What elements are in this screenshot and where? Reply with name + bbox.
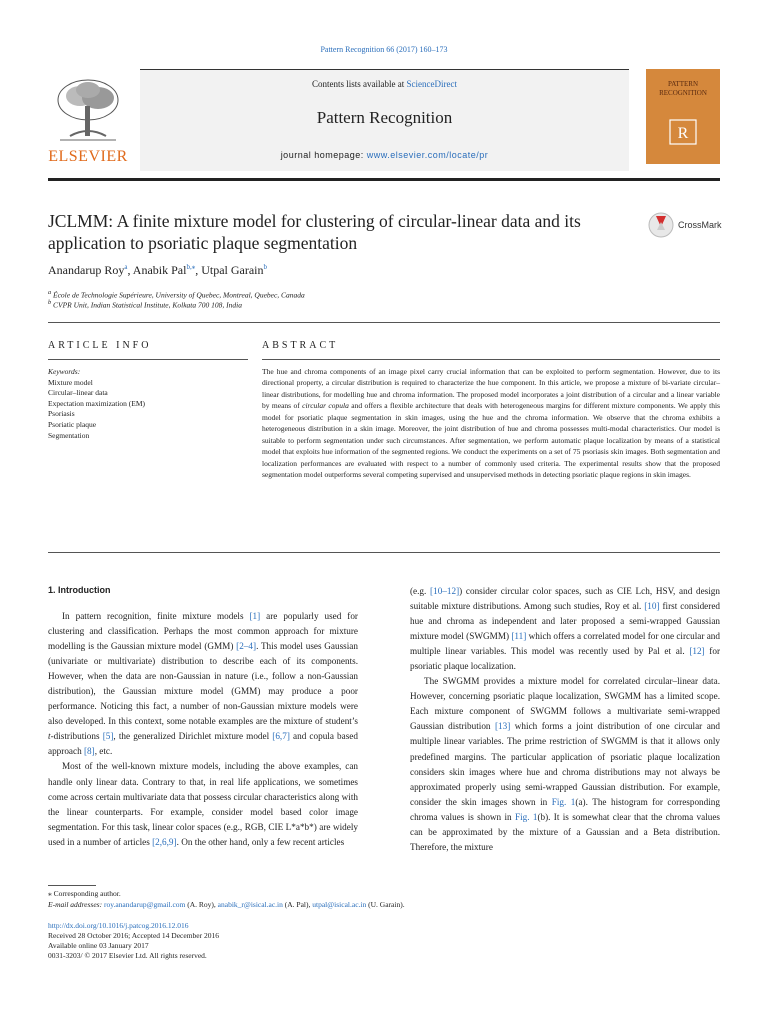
author-name[interactable]: Utpal Garain bbox=[201, 263, 264, 277]
abstract-heading: ABSTRACT bbox=[262, 340, 339, 351]
affiliation-b bbox=[48, 299, 242, 310]
intro-left-column bbox=[48, 609, 358, 850]
email-link[interactable]: utpal@isical.ac.in bbox=[312, 900, 367, 909]
copyright-line: 0031-3203/ © 2017 Elsevier Ltd. All rights reserved. bbox=[48, 951, 207, 960]
text-run: and copula based approach bbox=[48, 731, 358, 757]
text-run: which offers a correlated model for one circular and multiple linear variables. This model was recently used by Pal et al. bbox=[410, 631, 720, 657]
journal-title: Pattern Recognition bbox=[316, 108, 453, 127]
intro-paragraph bbox=[410, 674, 720, 855]
intro-paragraph bbox=[48, 759, 358, 849]
text-run: first considered hue and chroma as independent and later proposed a semi-wrapped Gaussian mixture model (SWGMM) bbox=[410, 601, 720, 642]
reference-link[interactable]: [6,7] bbox=[272, 731, 290, 742]
text-run: Most of the well-known mixture models, including the above examples, can handle only linear data. Contrary to that, in real life applications, we sometimes come across certain multivariate data that possess circular characteristics along with the linear counterparts. For example, consider model based color image segmentation. For this task, linear color spaces (e.g., RGB, CIE L*a*b*) are widely used in a number of articles bbox=[48, 761, 358, 847]
email-owner: (A. Pal), bbox=[282, 900, 313, 909]
figure-link[interactable]: Fig. 1 bbox=[514, 811, 538, 822]
keyword-item: Segmentation bbox=[48, 430, 90, 440]
author-mark: b bbox=[263, 263, 268, 271]
sciencedirect-link[interactable]: ScienceDirect bbox=[406, 79, 457, 89]
text-run: . On the other hand, only a few recent articles bbox=[176, 836, 345, 847]
affiliation-text: École de Technologie Supérieure, University of Quebec, Montreal, Quebec, Canada bbox=[53, 290, 305, 300]
text-run: In pattern recognition, finite mixture models bbox=[62, 611, 250, 621]
homepage-link[interactable]: www.elsevier.com/locate/pr bbox=[366, 150, 489, 160]
author-mark: b,⁎ bbox=[186, 263, 196, 271]
text-run: -distributions bbox=[50, 731, 103, 742]
crossmark-label: CrossMark bbox=[678, 220, 722, 230]
email-owner: (A. Roy), bbox=[185, 900, 218, 909]
keyword-item: Circular–linear data bbox=[48, 388, 108, 398]
reference-link[interactable]: [13] bbox=[495, 721, 511, 732]
affiliation-mark: a bbox=[48, 289, 52, 296]
reference-link[interactable]: [8] bbox=[83, 746, 95, 757]
keyword-item: Psoriasis bbox=[48, 409, 75, 419]
intro-paragraph bbox=[410, 584, 720, 674]
email-addresses bbox=[48, 900, 405, 909]
reference-link[interactable]: [5] bbox=[102, 731, 114, 742]
email-link[interactable]: roy.anandarup@gmail.com bbox=[103, 900, 186, 909]
keyword-item: Expectation maximization (EM) bbox=[48, 398, 146, 408]
author-name[interactable]: Anabik Pal bbox=[132, 263, 187, 277]
text-run: ) consider circular color spaces, such as CIE Lch, HSV, and design suitable mixture distributions. Among such studies, Roy et al. bbox=[410, 586, 720, 612]
reference-link[interactable]: [11] bbox=[511, 631, 527, 642]
text-run: , the generalized Dirichlet mixture model bbox=[113, 731, 273, 742]
header-rule bbox=[48, 178, 720, 181]
author-list bbox=[48, 263, 267, 278]
affiliation-mark: b bbox=[48, 299, 52, 306]
text-run: are popularly used for clustering and classification. Perhaps the most common approach for mixture modelling is the Gaussian mixture model (GMM) bbox=[48, 611, 358, 652]
introduction-heading: 1. Introduction bbox=[48, 585, 111, 595]
intro-right-column bbox=[410, 584, 720, 855]
abstract-part: and offers a flexible architecture that deals with heterogeneous margins for different mixture components. We apply this model for psoriatic plaque segmentation in skin images, using the hue and the chroma information. We observe that the chroma exhibits a heterogeneous distribution in a skin image. Moreover, the joint distribution of hue and chroma possesses multi-modal characteristics. Our model is suitable to perform segmentation under such circumstances. After segmentation, we perform automatic plaque localization by means of a statistical model that exploits hue information of the segmented regions. We conduct the experiments on a set of 75 psoriasis skin images. Both segmentation and localization performances are evaluated with respect to a number of commonly used criteria. The experimental results show that the proposed segmentation model outperforms several competing supervised and unsupervised methods in detecting psoriatic plaque regions in skin images. bbox=[262, 401, 721, 480]
figure-link[interactable]: Fig. 1 bbox=[551, 796, 576, 807]
online-date: Available online 03 January 2017 bbox=[48, 941, 149, 950]
abstract-text bbox=[262, 366, 720, 481]
cover-title: PATTERN RECOGNITION bbox=[659, 80, 707, 97]
abstract-bottom-rule bbox=[48, 552, 720, 553]
corresponding-author-note: ⁎ Corresponding author. bbox=[48, 889, 121, 898]
abstract-emphasis: circular copula bbox=[302, 401, 349, 411]
email-link[interactable]: anabik_r@isical.ac.in bbox=[217, 900, 283, 909]
reference-link[interactable]: [10–12] bbox=[430, 586, 460, 596]
text-run: , etc. bbox=[94, 746, 113, 757]
abstract-part: The hue and chroma components of an image pixel carry crucial information that can be exploited to perform segmentation. However, due to its directional property, a circular distribution is required to characterize the hue component. In this article, we propose a mixture of bi-variate circular–linear distributions, for modelling hue and chroma information. The proposed model incorporates a joint distribution of a circular and a linear variable by means of bbox=[262, 367, 720, 411]
keyword-item: Mixture model bbox=[48, 377, 93, 387]
affiliation-text: CVPR Unit, Indian Statistical Institute, Kolkata 700 108, India bbox=[53, 300, 242, 310]
text-run: (b). It is somewhat clear that the chroma values can be approximated by the mixture of a Gaussian and a Beta distribution. Therefore, the mixture bbox=[410, 811, 720, 852]
email-label: E-mail addresses: bbox=[48, 900, 104, 909]
doi-link[interactable]: http://dx.doi.org/10.1016/j.patcog.2016.12.016 bbox=[48, 921, 189, 930]
email-owner: (U. Garain). bbox=[366, 900, 405, 909]
reference-link[interactable]: [12] bbox=[689, 646, 705, 657]
text-run: t bbox=[48, 731, 51, 742]
reference-link[interactable]: [1] bbox=[249, 611, 261, 621]
text-run: The SWGMM provides a mixture model for correlated circular–linear data. However, concerning psoriatic plaque localization, SWGMM has a limited scope. Each mixture component of SWGMM follows a multivariate semi-wrapped Gaussian distribution bbox=[410, 676, 720, 732]
article-info-heading: ARTICLE INFO bbox=[48, 340, 152, 351]
svg-text:R: R bbox=[677, 125, 689, 142]
reference-link[interactable]: [2–4] bbox=[236, 641, 257, 652]
crossmark-badge[interactable] bbox=[648, 210, 723, 242]
crossmark-icon bbox=[648, 210, 674, 240]
article-info-rule bbox=[48, 359, 248, 360]
journal-citation[interactable]: Pattern Recognition 66 (2017) 160–173 bbox=[320, 45, 448, 54]
journal-homepage-line bbox=[140, 150, 629, 160]
intro-paragraph bbox=[48, 609, 358, 759]
reference-link[interactable]: [10] bbox=[644, 601, 660, 612]
text-run: (e.g. bbox=[410, 586, 431, 596]
affiliation-a bbox=[48, 289, 305, 300]
section-rule bbox=[48, 322, 720, 323]
elsevier-tree-logo-icon bbox=[50, 76, 126, 146]
contents-prefix: Contents lists available at bbox=[312, 79, 407, 89]
author-separator: , bbox=[195, 263, 202, 277]
cover-emblem-icon bbox=[668, 118, 698, 146]
publication-info bbox=[48, 921, 219, 961]
paper-title: JCLMM: A finite mixture model for clustering of circular-linear data and its application to psoriatic plaque segmentation bbox=[48, 211, 581, 253]
elsevier-logo-text[interactable]: ELSEVIER bbox=[48, 148, 128, 165]
author-mark: a bbox=[124, 263, 128, 271]
text-run: . This model uses Gaussian (univariate or multivariate) distribution to describe each of its components. However, when the data are non-Gaussian in nature (i.e., follow a non-Gaussian distribution), the Gaussian mixture model (GMM) may produce a poor performance. Noticing this fact, a number of non-Gaussian mixture models were also developed. In this context, some notable examples are the mixture of student’s bbox=[48, 641, 358, 727]
keywords-block bbox=[48, 367, 145, 441]
author-name[interactable]: Anandarup Roy bbox=[48, 263, 125, 277]
text-run: for psoriatic plaque localization. bbox=[410, 646, 721, 672]
abstract-rule bbox=[262, 359, 720, 360]
contents-line bbox=[140, 79, 629, 89]
author-separator: , bbox=[127, 263, 133, 277]
keyword-item: Psoriatic plaque bbox=[48, 419, 97, 429]
text-run: which forms a joint distribution of one circular and multiple linear variables. The prime restriction of SWGMM is that it allows only predefined margins. The particular application of psoriatic plaque localization considers skin images where hue and chroma distributions may not always be approximated properly using semi-wrapped Gaussian distribution. For example, consider the skin images shown in bbox=[410, 721, 720, 807]
homepage-prefix: journal homepage: bbox=[280, 150, 367, 160]
keywords-label: Keywords: bbox=[48, 367, 81, 376]
footnote-rule bbox=[48, 885, 96, 886]
reference-link[interactable]: [2,6,9] bbox=[152, 836, 177, 847]
received-date: Received 28 October 2016; Accepted 14 December 2016 bbox=[48, 931, 219, 940]
text-run: (a). The histogram for corresponding chroma values is shown in bbox=[410, 796, 720, 822]
